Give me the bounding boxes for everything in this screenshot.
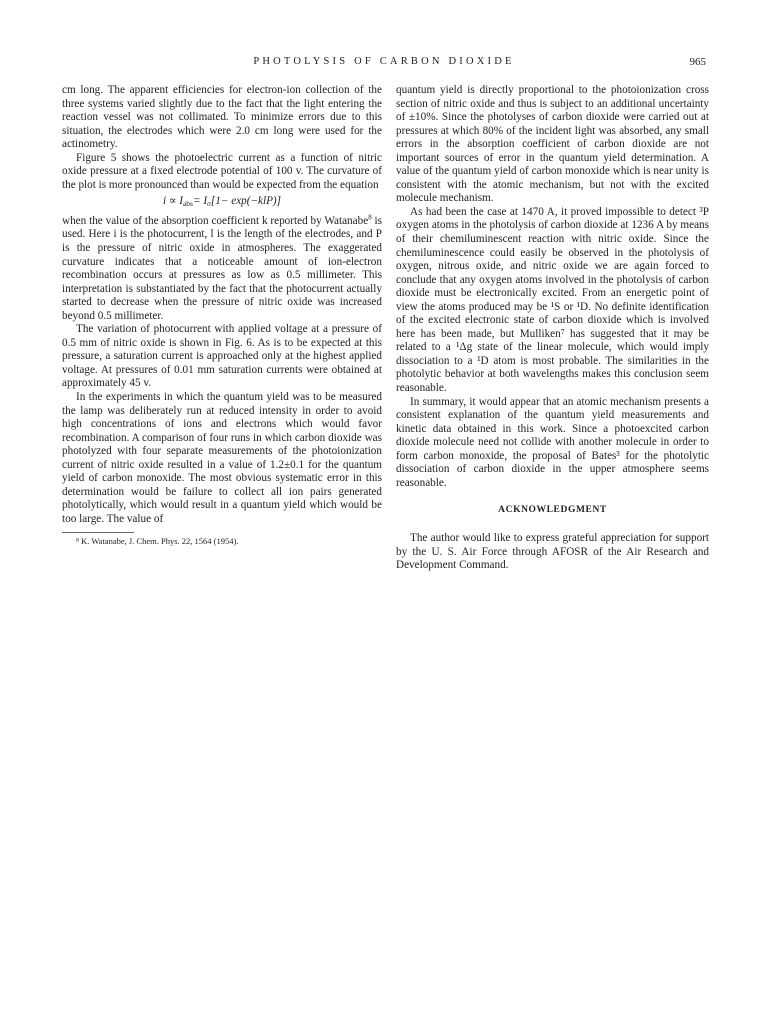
running-title: PHOTOLYSIS OF CARBON DIOXIDE — [253, 56, 515, 67]
reference-marker: 8 — [368, 213, 372, 222]
footnote-divider — [62, 532, 134, 533]
text-run: when the value of the absorption coefficient k reported by Watanabe — [62, 214, 369, 227]
paragraph: In summary, it would appear that an atomic mechanism presents a consistent explanation of the quantum yield measurements and kinetic data obtained in this work. Since a photoexcited carbon dioxide molecule need not collide with another molecule in order to form carbon monoxide, the proposal of Bates³ for the photolytic dissociation of carbon dioxide in the upper atmosphere seems reasonable. — [396, 395, 709, 489]
paragraph: In the experiments in which the quantum yield was to be measured the lamp was deliberately run at reduced intensity in order to avoid high concentrations of ions and electrons which would favor recombination. A comparison of four runs in which carbon dioxide was photolyzed with four separate measurements of the photoionization current of nitric oxide resulted in a value of 1.2±0.1 for the quantum yield of carbon monoxide. The most obvious systematic error in this determination would be failure to collect all ion pairs generated photolytically, which would result in a quantum yield which would be too large. The value of — [62, 391, 382, 525]
page-number: 965 — [689, 56, 706, 68]
page-header — [62, 56, 706, 72]
paragraph: The author would like to express grateful appreciation for support by the U. S. Air Force through AFOSR of the Air Research and Development Command. — [396, 531, 709, 572]
equation — [62, 195, 382, 211]
section-heading: ACKNOWLEDGMENT — [498, 505, 607, 516]
text-run: is used. Here i is the photocurrent, l is the length of the electrodes, and P is the pressure of nitric oxide in atmospheres. The exaggerated curvature indicates that a noticeable amount of ion-electron recombination occurs at pressures as low as 0.5 millimeter. This interpretation is substantiated by the fact that the photocurrent actually started to decrease when the pressure of nitric oxide was increased beyond 0.5 millimeter. — [62, 214, 383, 322]
left-column — [62, 84, 382, 547]
paragraph: The variation of photocurrent with applied voltage at a pressure of 0.5 mm of nitric oxide is shown in Fig. 6. As is to be expected at this pressure, a saturation current is approached only at the highest applied voltage. At pressures of 0.01 mm saturation currents were obtained at approximately 45 v. — [62, 323, 382, 390]
paragraph: quantum yield is directly proportional to the photoionization cross section of nitric oxide and thus is subject to an additional uncertainty of ±10%. Since the photolyses of carbon dioxide were carried out at pressures at which 80% of the incident light was absorbed, any small errors in the absorption coefficient of carbon dioxide are not important sources of error in the quantum yield determination. A value of the quantum yield of carbon monoxide which is near unity is consistent with the atomic mechanism, but not with the excited molecule mechanism. — [396, 84, 709, 205]
paragraph: Figure 5 shows the photoelectric current as a function of nitric oxide pressure at a fixed electrode potential of 100 v. The curvature of the plot is more pronounced than would be expected from the equation — [62, 151, 382, 191]
equation-subscript: abs — [182, 199, 193, 209]
right-column — [396, 84, 709, 573]
equation-left: i ∝ I — [162, 195, 183, 208]
paragraph — [62, 215, 382, 323]
paragraph: cm long. The apparent efficiencies for electron-ion collection of the three systems varied slightly due to the fact that the light entering the reaction vessel was not collimated. To minimize errors due to this situation, the electrodes which were 2.0 cm long were used for the actinometry. — [62, 84, 382, 151]
paragraph: As had been the case at 1470 A, it proved impossible to detect ³P oxygen atoms in the photolysis of carbon dioxide at 1236 A by means of their chemiluminescent reaction with nitric oxide. Since the chemiluminescence could easily be observed in the photolysis of oxygen, nitrous oxide, and nitric oxide we are again forced to conclude that any oxygen atoms involved in the photolysis of carbon dioxide must be electronically excited. From an energetic point of view the atoms produced may be ¹S or ¹D. No definite identification of the excited electronic state of carbon dioxide which is involved here has been made, but Mulliken⁷ has suggested that it may be related to a ¹Δg state of the linear molecule, which would imply dissociation to a ¹D atom is most probable. The similarities in the photolytic behavior at both wavelengths makes this conclusion seem reasonable. — [396, 205, 709, 395]
equation-right: = I₀[1− exp(−klP)] — [192, 195, 282, 208]
footnote: ⁸ K. Watanabe, J. Chem. Phys. 22, 1564 (1954). — [76, 535, 239, 546]
